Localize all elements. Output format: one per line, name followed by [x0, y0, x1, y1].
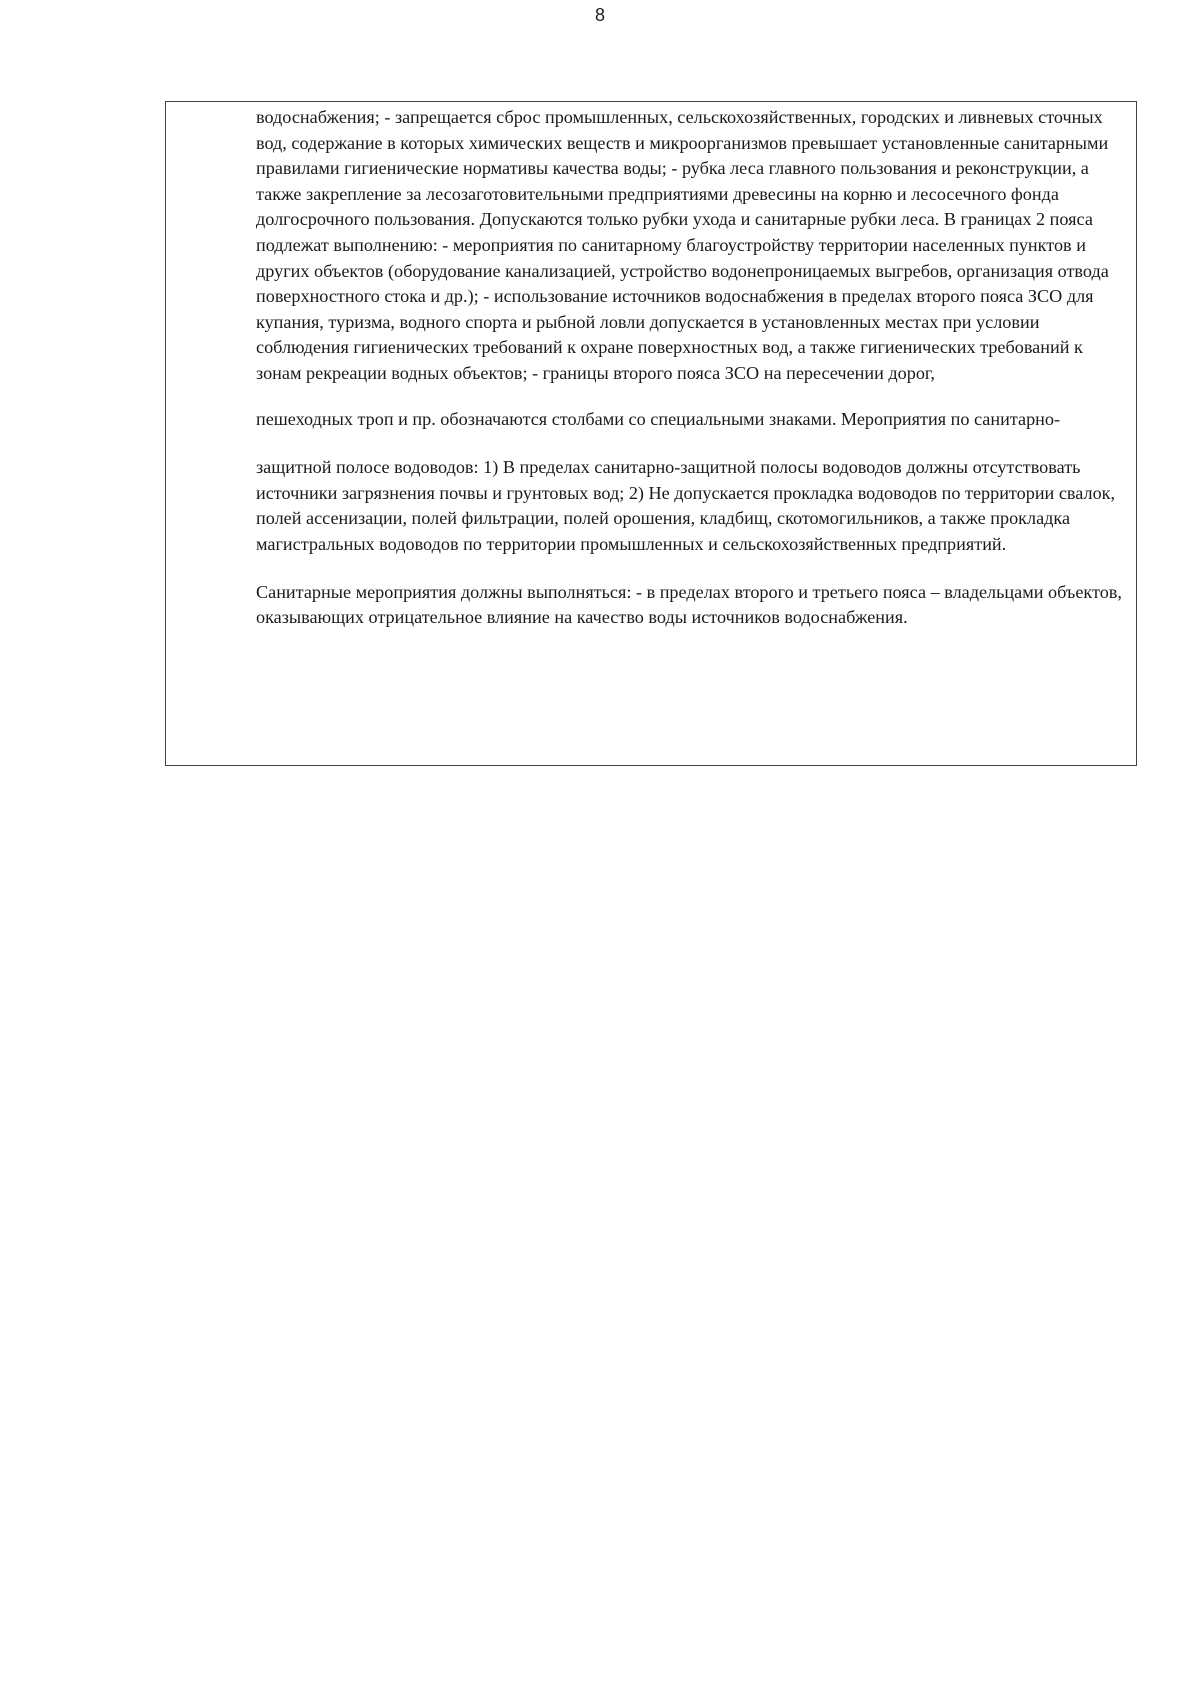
- page-number: 8: [594, 5, 605, 25]
- paragraph-sanitary-measures: Санитарные мероприятия должны выполняться: - в пределах второго и третьего пояса – владельцами объектов, оказывающих отрицательное влияние на качество воды источников водоснабжения.: [256, 581, 1122, 628]
- paragraph-water-pipeline-strip: защитной полосе водоводов: 1) В пределах санитарно-защитной полосы водоводов должны отсутствовать источники загрязнения почвы и грунтовых вод; 2) Не допускается прокладка водоводов по территории свалок, полей ассенизации, полей фильтрации, полей орошения, кладбищ, скотомогильников, а также прокладка магистральных водоводов по территории промышленных и сельскохозяйственных предприятий.: [256, 457, 1116, 554]
- content-frame: [165, 101, 1137, 766]
- paragraph-pedestrian-paths: пешеходных троп и пр. обозначаются столбами со специальными знаками. Мероприятия по санитарно-: [256, 408, 1061, 429]
- text-column: [256, 105, 1129, 631]
- paragraph-sanitary-zone-restrictions: водоснабжения; - запрещается сброс промышленных, сельскохозяйственных, городских и ливневых сточных вод, содержание в которых химических веществ и микроорганизмов превышает установленные санитарными правилами гигиенические нормативы качества воды; - рубка леса главного пользования и реконструкции, а также закрепление за лесозаготовительными предприятиями древесины на корню и лесосечного фонда долгосрочного пользования. Допускаются только рубки ухода и санитарные рубки леса. В границах 2 пояса подлежат выполнению: - мероприятия по санитарному благоустройству территории населенных пунктов и других объектов (оборудование канализацией, устройство водонепроницаемых выгребов, организация отвода поверхностного стока и др.); - использование источников водоснабжения в пределах второго пояса ЗСО для купания, туризма, водного спорта и рыбной ловли допускается в установленных местах при условии соблюдения гигиенических требований к охране поверхностных вод, а также гигиенических требований к зонам рекреации водных объектов; - границы второго пояса ЗСО на пересечении дорог,: [256, 107, 1109, 383]
